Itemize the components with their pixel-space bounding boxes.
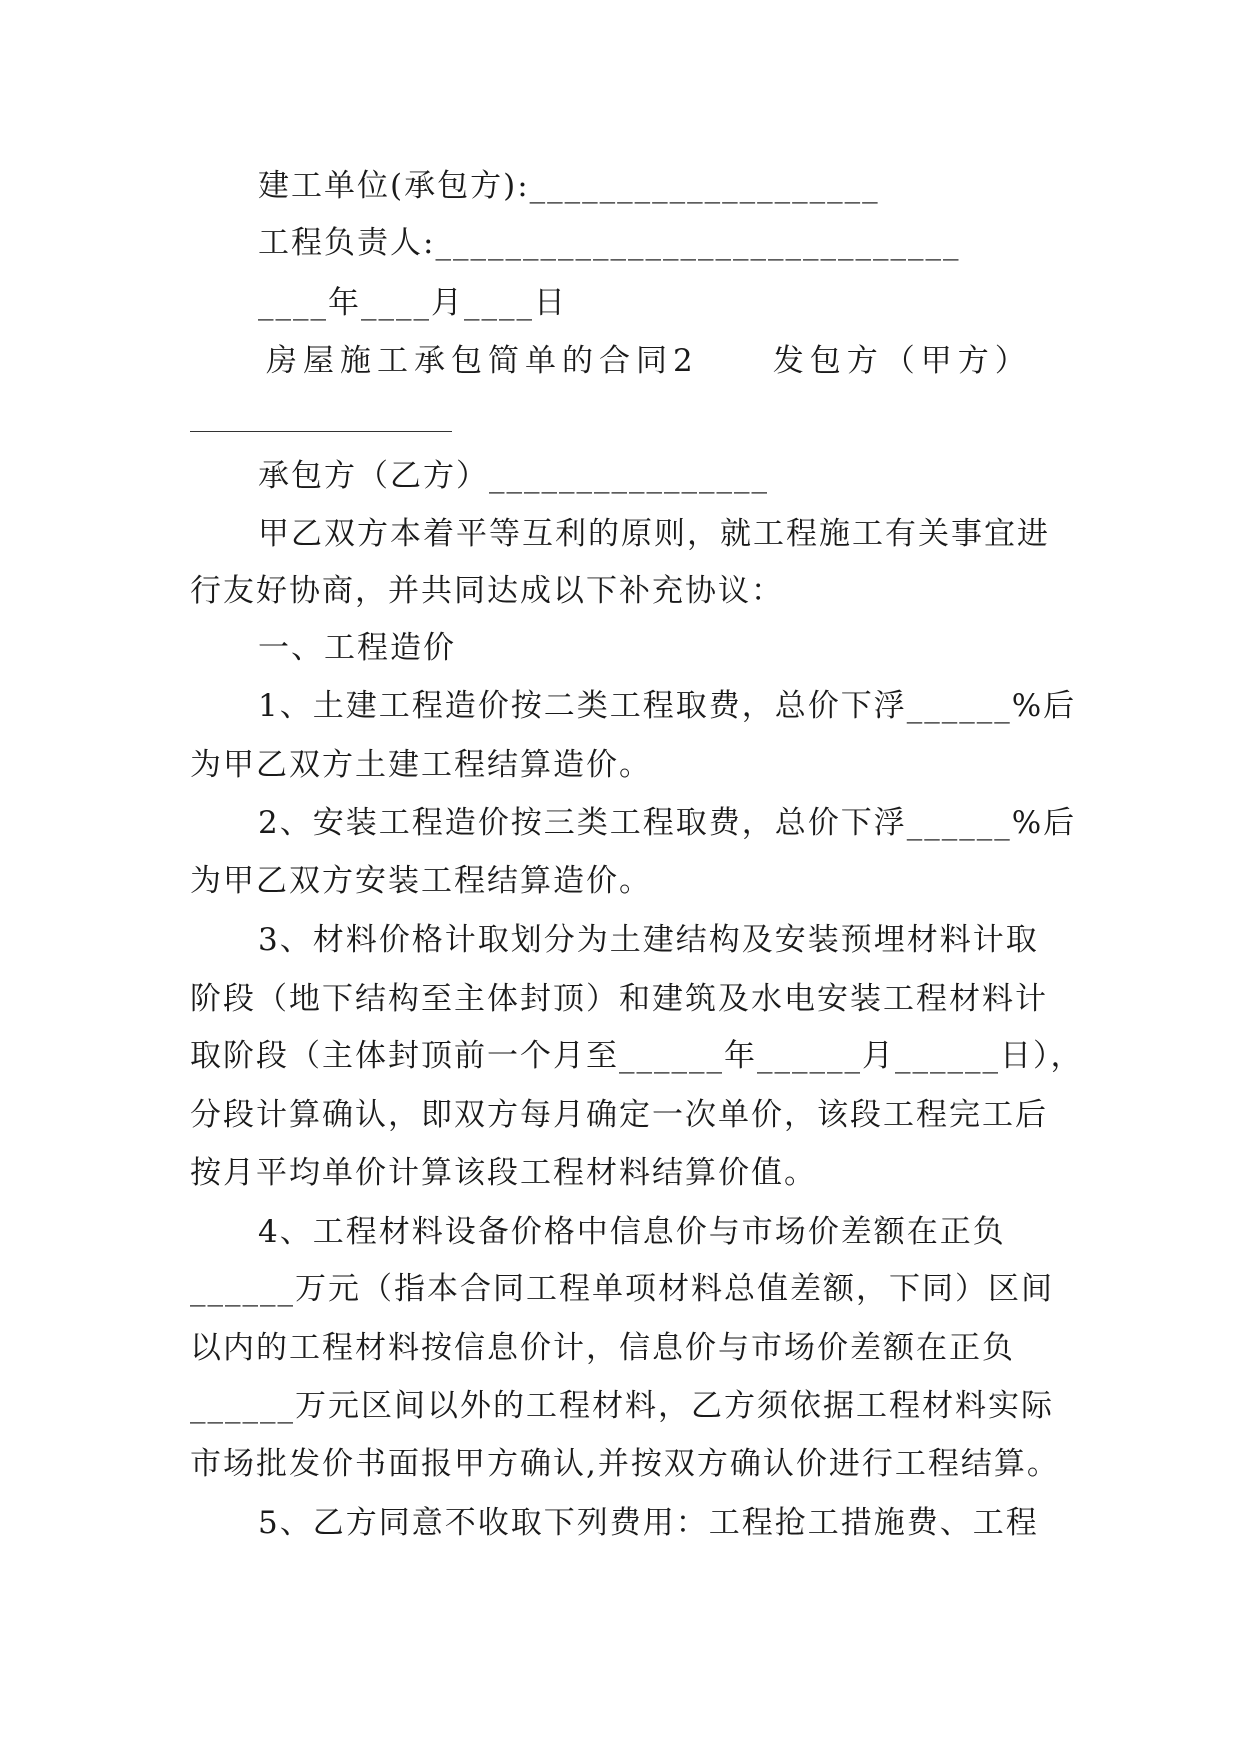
clause-1: 1、土建工程造价按二类工程取费，总价下浮______%后 [258,688,1077,724]
clause-4-cont-3: ______万元区间以外的工程材料，乙方须依据工程材料实际 [190,1388,1054,1424]
clause-2-cont: 为甲乙双方安装工程结算造价。 [190,863,652,899]
contractor-unit-line: 建工单位(承包方):____________________ [258,168,880,204]
section-heading-cost: 一、工程造价 [258,630,456,666]
clause-3-cont-2: 取阶段（主体封顶前一个月至______年______月______日）， [190,1038,1084,1074]
date-line: ____年____月____日 [258,285,567,321]
project-manager-line: 工程负责人:______________________________ [258,225,961,261]
clause-3-cont-4: 按月平均单价计算该段工程材料结算价值。 [190,1155,817,1191]
clause-5: 5、乙方同意不收取下列费用：工程抢工措施费、工程 [258,1505,1039,1541]
clause-3: 3、材料价格计取划分为土建结构及安装预埋材料计取 [258,922,1039,958]
paragraph-intro: 甲乙双方本着平等互利的原则，就工程施工有关事宜进 [258,516,1050,552]
clause-1-cont: 为甲乙双方土建工程结算造价。 [190,747,652,783]
clause-2: 2、安装工程造价按三类工程取费，总价下浮______%后 [258,805,1077,841]
employer-blank-rule [190,431,452,432]
clause-3-cont-1: 阶段（地下结构至主体封顶）和建筑及水电安装工程材料计 [190,981,1048,1017]
clause-4-cont-1: ______万元（指本合同工程单项材料总值差额，下同）区间 [190,1271,1054,1307]
contract-title-line: 房屋施工承包简单的合同2 发包方（甲方） [266,343,1032,379]
clause-3-cont-3: 分段计算确认，即双方每月确定一次单价，该段工程完工后 [190,1097,1048,1133]
clause-4-cont-4: 市场批发价书面报甲方确认,并按双方确认价进行工程结算。 [190,1446,1060,1482]
contractor-party-line: 承包方（乙方）________________ [258,458,769,494]
clause-4: 4、工程材料设备价格中信息价与市场价差额在正负 [258,1214,1006,1250]
clause-4-cont-2: 以内的工程材料按信息价计，信息价与市场价差额在正负 [190,1330,1015,1366]
paragraph-intro-cont: 行友好协商，并共同达成以下补充协议： [190,573,784,609]
